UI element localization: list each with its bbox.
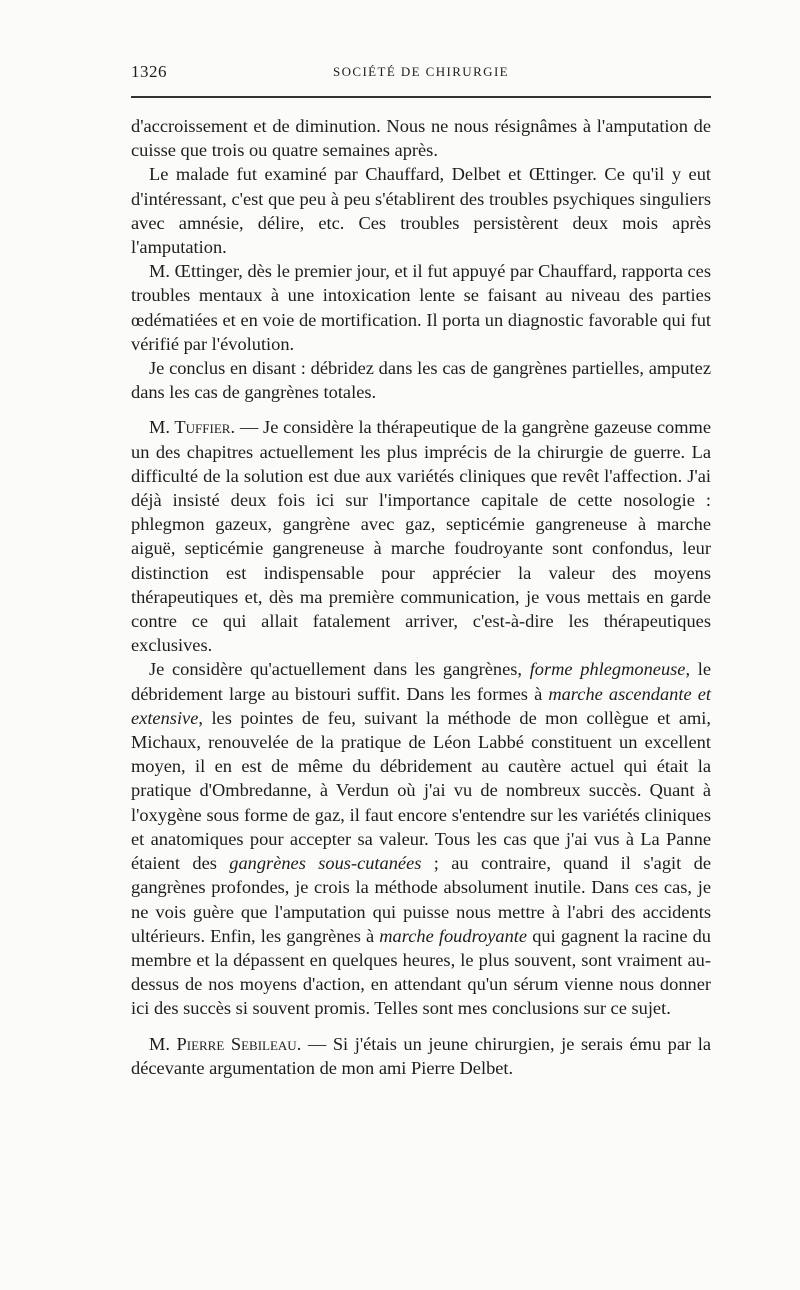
paragraph-6 [131,657,711,1020]
paragraph-6-part-e: qui gagnent la racine du membre et la dépassent en quelques heures, le plus souvent, sont vraiment au-dessus de nos moyens d'action, en attendant qu'un sérum vienne nous donner ici des succès si souvent promis. Telles sont mes conclusions sur ce sujet. [131,925,711,1019]
italic-forme-phlegmoneuse: forme phlegmoneuse [529,659,686,680]
page-header [131,62,711,86]
paragraph-2: Le malade fut examiné par Chauffard, Delbet et Œttinger. Ce qu'il y eut d'intéressant, c'est que peu à peu s'établirent des troubles psychiques singuliers avec amnésie, délire, etc. Ces troubles persistèrent deux mois après l'amputation. [131,164,711,258]
page-body [131,114,711,1080]
paragraph-1: d'accroissement et de diminution. Nous ne nous résignâmes à l'amputation de cuisse que trois ou quatre semaines après. [131,116,711,161]
speaker-sebileau: M. Pierre Sebileau. [149,1033,302,1054]
sebileau-text: — Si j'étais un jeune chirurgien, je serais ému par la décevante argumentation de mon ami Pierre Delbet. [131,1033,711,1078]
paragraph-4: Je conclus en disant : débridez dans les cas de gangrènes partielles, amputez dans les cas de gangrènes totales. [131,358,711,403]
header-rule [131,96,711,98]
italic-marche-foudroyante: marche foudroyante [379,925,528,946]
paragraph-6-part-b: , le débridement large au bistouri suffit. Dans les formes à [131,659,711,704]
running-title: SOCIÉTÉ DE CHIRURGIE [332,64,510,79]
paragraph-sebileau [131,1032,711,1080]
paragraph-tuffier [131,415,711,657]
paragraph-6-part-d: ; au contraire, quand il s'agit de gangrènes profondes, je crois la méthode absolument inutile. Dans ces cas, je ne vois guère que l'amputation qui puisse nous mettre à l'abri des accidents ultérieurs. Enfin, les gangrènes à [131,853,711,946]
italic-gangrenes-sous-cutanees: gangrènes sous-cutanées [229,853,422,874]
speaker-tuffier: M. Tuffier. [149,417,236,438]
paragraph-3: M. Œttinger, dès le premier jour, et il fut appuyé par Chauffard, rapporta ces troubles mentaux à une intoxication lente se faisant au niveau des parties œdématiées et en voie de mortification. Il porta un diagnostic favorable qui fut vérifié par l'évolution. [131,261,711,354]
tuffier-text: — Je considère la thérapeutique de la gangrène gazeuse comme un des chapitres actuellement les plus imprécis de la chirurgie de guerre. La difficulté de la solution est due aux variétés cliniques que revêt l'affection. J'ai déjà insisté deux fois ici sur l'importance capitale de cette nosologie : phlegmon gazeux, gangrène avec gaz, septicémie gangreneuse à marche aiguë, septicémie gangreneuse à marche foudroyante sont confondus, leur distinction est indispensable pour apprécier la valeur des moyens thérapeutiques et, dès ma première communication, je vous mettais en garde contre ce qui allait fatalement arriver, c'est-à-dire les thérapeutiques exclusives. [131,417,711,656]
paragraph-6-part-c: , les pointes de feu, suivant la méthode de mon collègue et ami, Michaux, renouvelée de la pratique de Léon Labbé constituent un excellent moyen, il en est de même du débridement au cautère actuel qui était la pratique d'Ombredanne, à Verdun où j'ai vu de nombreux succès. Quant à l'oxygène sous forme de gaz, il faut encore s'entendre sur les variétés cliniques et anatomiques pour accepter sa valeur. Tous les cas que j'ai vus à La Panne étaient des [131,707,711,874]
page-number: 1326 [131,62,167,81]
paragraph-6-part-a: Je considère qu'actuellement dans les gangrènes, [149,659,530,680]
italic-marche-ascendante: marche ascendante et extensive [131,683,712,728]
